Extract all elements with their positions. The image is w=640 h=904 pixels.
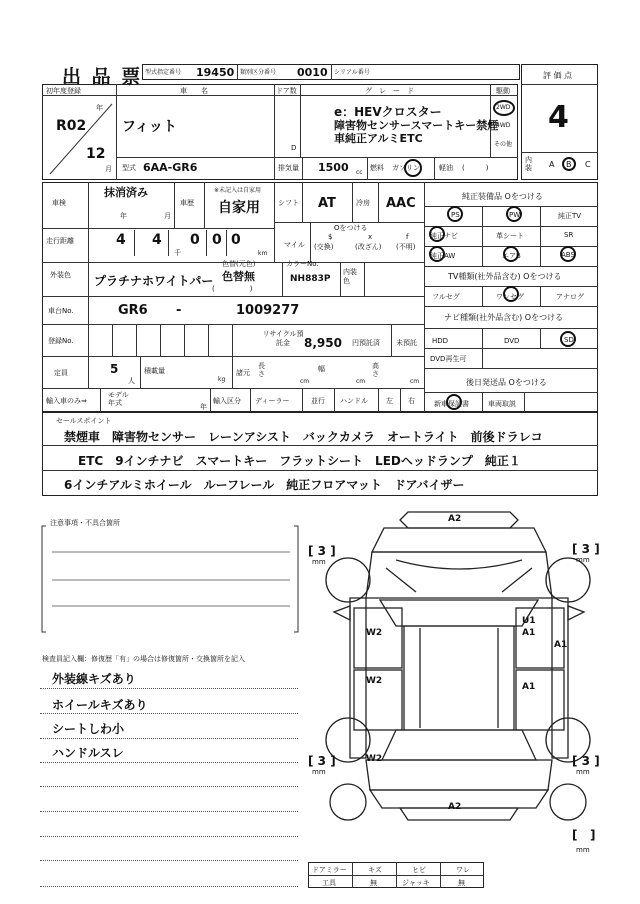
equip-sr: SR [564,231,574,239]
tread-rear-right: [ 3 ] [572,754,600,768]
drive-2wd: 2WD [496,104,511,111]
history-label: 車歴 [180,199,194,207]
diagram-left-rear: W2 [366,754,383,764]
drive-4wd: 4WD [496,122,511,129]
mileage-label: 走行距離 [46,237,74,245]
ac-value: AAC [386,196,416,211]
diagram-right-fender: A1 [554,640,568,650]
model-cert-label: 型式指定番号 [145,69,182,76]
jack-label: ジャッキ [402,879,430,887]
capacity-label: 定員 [54,369,68,377]
car-name: フィット [122,119,177,135]
fuel-diesel: 軽油 [439,164,453,172]
reg-no-label: 登録No. [48,337,74,345]
tread-rear-left: [ 3 ] [308,754,336,768]
note-item-2: ホイールキズあり [52,698,148,712]
tv-kind-title: TV種類(社外品含む) Oをつける [448,272,562,281]
mm-front-right: mm [576,556,590,564]
mm-front-left: mm [312,558,326,566]
tv-fullseg: フルセグ [432,293,460,301]
break-label: ワレ [456,866,470,874]
diagram-left-front: W2 [366,628,383,638]
equip-pw: PW [509,211,521,219]
recycle-label: リサイクル預託金 [262,330,304,347]
color-no: NH883P [290,274,331,284]
navi-hdd: HDD [432,337,449,345]
displacement-label: 排気量 [278,164,299,172]
history-note: ※未記入は自家用 [214,187,262,194]
parallel-option: 並行 [311,397,325,405]
diagram-rear-mark: A2 [448,802,462,812]
equip-ps: PS [451,211,460,219]
width-unit: cm [356,378,366,385]
first-reg-year-suffix: 年 [96,104,103,112]
fuel-label: 燃料 [370,164,384,172]
chassis-label: 車台No. [48,307,74,315]
opt-mod: (改ざん) [355,243,382,251]
equip-tv: 純正TV [558,212,582,220]
history-value: 自家用 [218,200,260,216]
drive-other: その他 [494,141,513,148]
sales-label: セールスポイント [56,417,112,425]
diagram-front-mark: A2 [448,514,462,524]
fuel-paren: ( ) [462,164,489,172]
caution-label: 注意事項・不具合箇所 [50,519,120,527]
model-label: 型式 [122,164,136,172]
drive-label: 駆動 [496,87,510,95]
navi-dvd: DVD [504,337,520,345]
import-label: 輸入車のみ⇒ [46,397,87,405]
note-item-1: 外装線キズあり [52,672,136,686]
later-manual: 車両取説 [488,400,516,408]
first-reg-month: 12 [86,146,106,162]
tool-label: 工具 [322,879,336,887]
mileage-digit-5: 0 [231,232,241,248]
doors-label: ドア数 [276,87,297,95]
capacity-value: 5 [110,362,119,376]
caution-bracket [40,524,300,636]
mileage-thousand: 千 [174,249,181,257]
first-reg-era: R02 [56,118,87,134]
crack-label: ヒビ [412,866,426,874]
width-label: 幅 [318,365,325,373]
opt-mod-mark: x [368,233,373,241]
dims-label: 諸元 [236,369,250,377]
handle-label: ハンドル [340,397,368,405]
diagram-right-front-2: A1 [522,628,536,638]
tv-oneseg: ワンセグ [496,293,524,301]
opt-unknown-mark: f [406,233,409,241]
inspection-year-suffix: 年 [120,212,127,220]
dealer-option: ディーラー [255,397,290,405]
sales-line-2: ETC 9インチナビ スマートキー フラットシート LEDヘッドランプ 純正１ [78,454,521,468]
repaint-paren: ( ) [212,285,253,293]
category-label: 類別区分番号 [240,69,277,76]
shift-value: AT [318,196,336,211]
inspection-month-suffix: 月 [164,212,171,220]
interior-color-label: 内装色 [343,268,357,285]
car-name-label: 車 名 [180,87,208,95]
mileage-digit-3: 0 [190,232,200,248]
color-label: 外装色 [50,271,71,279]
later-warranty: 新車保証書 [434,400,469,408]
tv-analog: アナログ [556,293,584,301]
opt-unknown: (不明) [396,243,416,251]
color-value: プラチナホワイトパー [94,274,214,288]
color-no-label: カラーNo. [286,260,319,268]
recycle-value: 8,950 [304,336,342,350]
opt-swap-mark: $ [328,233,333,241]
model-value: 6AA-GR6 [143,161,198,174]
interior-b: B [566,160,572,169]
load-unit: kg [218,376,226,383]
interior-c: C [585,160,591,169]
mm-rear-right: mm [576,768,590,776]
grade-line-2: 障害物センサースマートキー禁煙 [334,119,499,132]
displacement-value: 1500 [318,161,349,174]
inspection-label: 車検 [52,199,66,207]
serial-label: シリアル番号 [334,69,370,76]
chassis-prefix: GR6 [118,303,148,318]
tool-value: 無 [370,879,377,887]
diagram-right-mid: A1 [522,682,536,692]
mileage-unit: km [258,250,268,257]
chassis-dash: - [176,303,182,318]
diagram-right-front-1: U1 [522,616,536,626]
dvd-player: DVD再生可 [430,355,467,363]
eval-score: 4 [548,100,569,135]
diagram-left-mid: W2 [366,676,383,686]
mileage-digit-2: 4 [152,232,162,248]
sales-line-3: 6インチアルミホイール ルーフレール 純正フロアマット ドアバイザー [64,478,465,492]
model-year-label: モデル年式 [108,391,129,407]
load-label: 積載量 [144,367,165,375]
first-reg-label: 初年度登録 [46,87,81,95]
length-unit: cm [300,378,310,385]
mm-spare: mm [576,846,590,854]
tread-front-right: [ 3 ] [572,542,600,556]
note-item-4: ハンドルスレ [52,746,124,760]
import-category-label: 輸入区分 [213,397,241,405]
category-no: 0010 [297,66,328,79]
length-label: 長さ [258,362,265,378]
jack-value: 無 [458,879,465,887]
grade-label: グ レ ー ド [365,87,414,95]
grade-line-1: e：HEVクロスター [334,105,442,119]
equip-abs: ABS [561,251,575,259]
equip-leather: 革シート [496,232,524,240]
equip-aw: 純正AW [430,252,456,260]
interior-a: A [549,160,555,169]
height-label: 高さ [372,362,379,378]
doors-mark: D [291,144,297,152]
repaint-label: 色替(元色) [222,260,256,268]
chassis-no: 1009277 [236,303,300,318]
note-item-3: シートしわ小 [52,722,125,736]
inspector-label: 検査員記入欄：修復歴「有」の場合は修復箇所・交換箇所を記入 [42,655,245,663]
grade-line-3: 車純正アルミETC [334,132,423,145]
displacement-unit: cc [356,169,363,176]
first-reg-month-suffix: 月 [105,165,112,173]
mileage-digit-1: 4 [116,232,126,248]
opt-swap: (交換) [314,243,334,251]
interior-label: 内装 [525,156,532,172]
navi-kind-title: ナビ種類(社外品含む) Oをつける [444,313,564,322]
car-damage-diagram [300,508,620,878]
navi-sd: SD [564,336,574,344]
handle-left: 左 [386,397,393,405]
scratch-label: キズ [368,866,382,874]
sales-line-1: 禁煙車 障害物センサー レーンアシスト バックカメラ オートライト 前後ドラレコ [64,430,543,444]
mm-rear-left: mm [312,768,326,776]
ac-label: 冷房 [356,199,370,207]
tread-front-left: [ 3 ] [308,544,336,558]
mirror-label: ドアミラー [312,866,347,874]
later-title: 後日発送品 Oをつける [466,378,547,387]
recycle-paid: 円預託済 [352,339,380,347]
eval-label: 評 価 点 [543,71,573,80]
inspection-value: 抹消済み [104,186,148,199]
equip-title: 純正装備品 Oをつける [462,192,543,201]
mark-note: Oをつける [334,224,368,232]
mileage-digit-4: 0 [212,232,222,248]
model-year-suffix: 年 [200,403,207,411]
fuel-gas: ガソリン [392,164,420,172]
mile-label: マイル [284,241,305,249]
tread-spare: [ ] [572,828,596,842]
equip-airbag: エアB [502,252,521,260]
capacity-unit: 人 [128,377,135,385]
model-cert-no: 19450 [196,66,235,79]
shift-label: シフト [278,199,299,207]
page-title: 出 品 票 [62,66,143,88]
equip-navi: 純正ナビ [430,232,458,240]
handle-right: 右 [408,397,415,405]
repaint-value: 色替無 [222,270,255,283]
height-unit: cm [410,378,420,385]
recycle-unpaid: 未預託 [396,339,417,347]
